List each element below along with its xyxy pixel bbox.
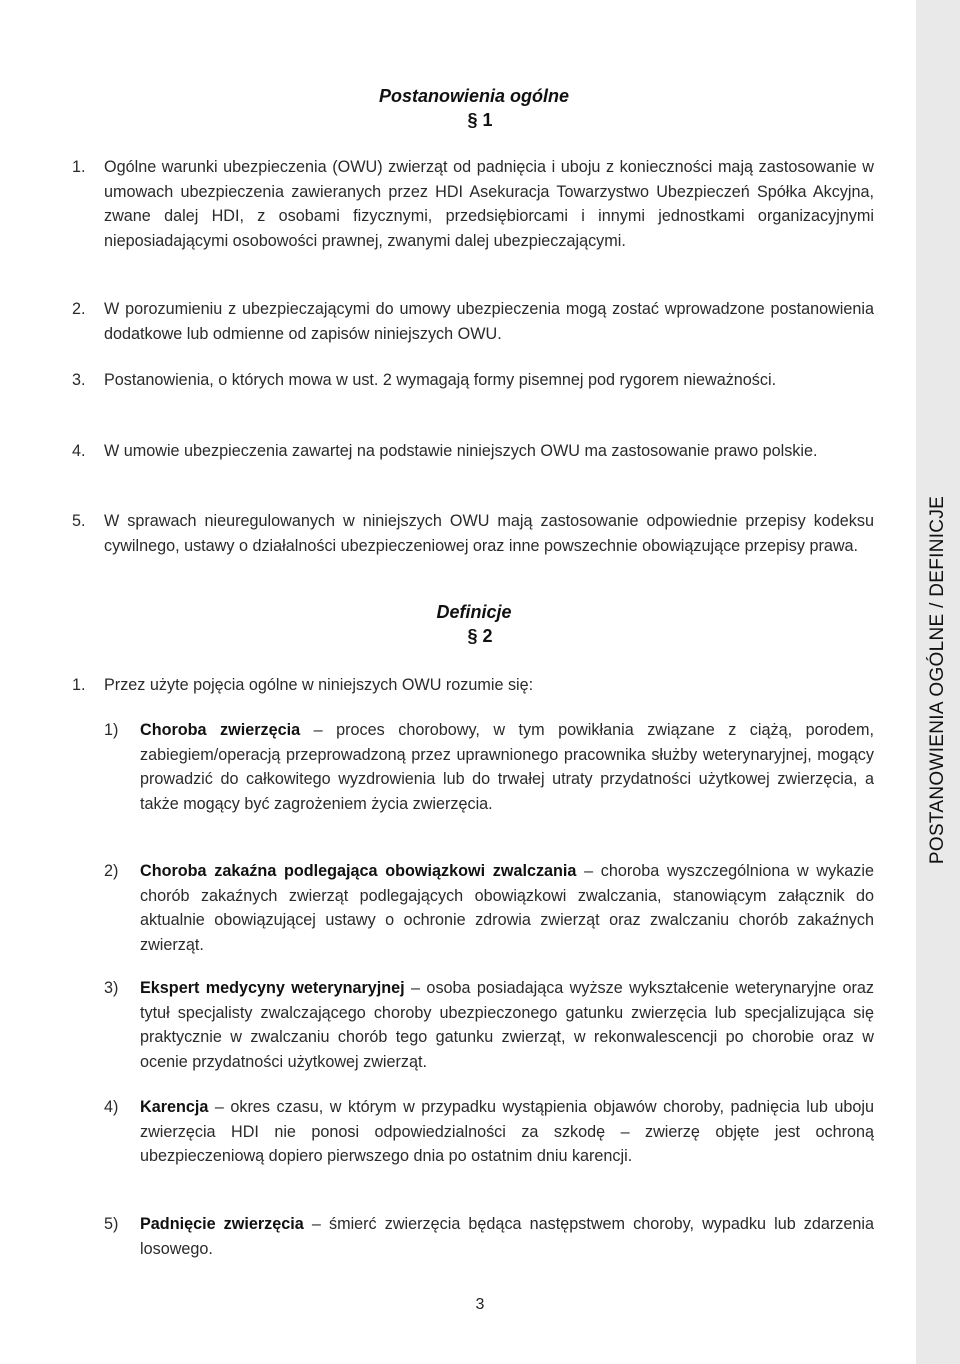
definition-number: 4) bbox=[104, 1098, 119, 1116]
definition-number: 2) bbox=[104, 862, 119, 880]
item-text: Ogólne warunki ubezpieczenia (OWU) zwierząt od padnięcia i uboju z konieczności mają zastosowanie w umowach ubezpieczenia zawieranych przez HDI Asekuracja Towarzystwo Ubezpieczeń Spółka Akcyjna, zwane dalej HDI, z osobami fizycznymi, przedsiębiorcami i innymi jednostkami organizacyjnymi nieposiadającymi osobowości prawnej, zwanymi dalej ubezpieczającymi. bbox=[104, 158, 874, 250]
item-text: W porozumieniu z ubezpieczającymi do umowy ubezpieczenia mogą zostać wprowadzone postanowienia dodatkowe lub odmienne od zapisów niniejszych OWU. bbox=[104, 300, 874, 343]
definition-number: 3) bbox=[104, 979, 119, 997]
definition-text: – okres czasu, w którym w przypadku wystąpienia objawów choroby, padnięcia lub uboju zwierzęcia HDI nie ponosi odpowiedzialności za szkodę – zwierzę objęte jest ochroną ubezpieczeniową dopiero pierwszego dnia po ostatnim dniu karencji. bbox=[140, 1098, 874, 1166]
definition-item-4 bbox=[104, 1095, 874, 1169]
item-text: Postanowienia, o których mowa w ust. 2 wymagają formy pisemnej pod rygorem nieważności. bbox=[104, 371, 777, 389]
item-number: 5. bbox=[72, 512, 86, 530]
item-text: W sprawach nieuregulowanych w niniejszych OWU mają zastosowanie odpowiednie przepisy kodeksu cywilnego, ustawy o działalności ubezpieczeniowej oraz inne powszechnie obowiązujące przepisy prawa. bbox=[104, 512, 874, 555]
definitions-intro bbox=[64, 673, 874, 698]
general-item-1 bbox=[64, 155, 874, 253]
page-number: 3 bbox=[475, 1296, 485, 1313]
item-text: W umowie ubezpieczenia zawartej na podstawie niniejszych OWU ma zastosowanie prawo polskie. bbox=[104, 442, 818, 460]
general-item-2 bbox=[64, 297, 874, 346]
item-number: 4. bbox=[72, 442, 86, 460]
definition-term: Choroba zakaźna podlegająca obowiązkowi zwalczania bbox=[140, 862, 577, 880]
definition-text: – proces chorobowy, w tym powikłania związane z ciążą, porodem, zabiegiem/operacją przeprowadzoną przez uprawnionego pracownika służby weterynaryjnej, mogący prowadzić do całkowitego wyzdrowienia lub do trwałej utraty przydatności użytkowej zwierzęcia, a także mogący być zagrożeniem życia zwierzęcia. bbox=[140, 721, 874, 813]
side-tab bbox=[916, 0, 960, 1364]
definition-item-1 bbox=[104, 718, 874, 816]
paragraph-mark-2: § 2 bbox=[467, 626, 493, 646]
general-item-4 bbox=[64, 439, 874, 464]
general-item-3 bbox=[64, 368, 874, 393]
definition-number: 5) bbox=[104, 1215, 119, 1233]
section-title-general: Postanowienia ogólne bbox=[378, 86, 570, 106]
definition-term: Padnięcie zwierzęcia bbox=[140, 1215, 304, 1233]
definition-text: – choroba wyszczególniona w wykazie chorób zakaźnych zwierząt podlegających obowiązkowi zwalczania, stanowiącym załącznik do aktualnie obowiązującej ustawy o ochronie zdrowia zwierząt oraz zwalczaniu chorób zakaźnych zwierząt. bbox=[140, 862, 874, 954]
side-tab-label: POSTANOWIENIA OGÓLNE / DEFINICJE bbox=[927, 495, 948, 865]
definition-text: – śmierć zwierzęcia będąca następstwem choroby, wypadku lub zdarzenia losowego. bbox=[140, 1215, 874, 1258]
item-number: 1. bbox=[72, 158, 86, 176]
definition-item-3 bbox=[104, 976, 874, 1074]
definition-item-5 bbox=[104, 1212, 874, 1261]
item-number: 1. bbox=[72, 676, 86, 694]
definition-number: 1) bbox=[104, 721, 119, 739]
definition-text: – osoba posiadająca wyższe wykształcenie weterynaryjne oraz tytuł specjalisty zwalczającego choroby ubezpieczonego gatunku zwierzęcia lub specjalizująca się praktycznie w zwalczaniu chorób tego gatunku zwierząt, w rekonwalescencji po chorobie oraz w ocenie przydatności użytkowej zwierząt. bbox=[140, 979, 874, 1071]
item-number: 3. bbox=[72, 371, 86, 389]
item-number: 2. bbox=[72, 300, 86, 318]
definition-term: Karencja bbox=[140, 1098, 209, 1116]
general-item-5 bbox=[64, 509, 874, 558]
definition-term: Choroba zwierzęcia bbox=[140, 721, 301, 739]
definition-item-2 bbox=[104, 859, 874, 957]
definition-term: Ekspert medycyny weterynaryjnej bbox=[140, 979, 405, 997]
paragraph-mark-1: § 1 bbox=[467, 110, 493, 130]
item-text: Przez użyte pojęcia ogólne w niniejszych OWU rozumie się: bbox=[104, 676, 534, 694]
section-title-definitions: Definicje bbox=[436, 602, 512, 622]
